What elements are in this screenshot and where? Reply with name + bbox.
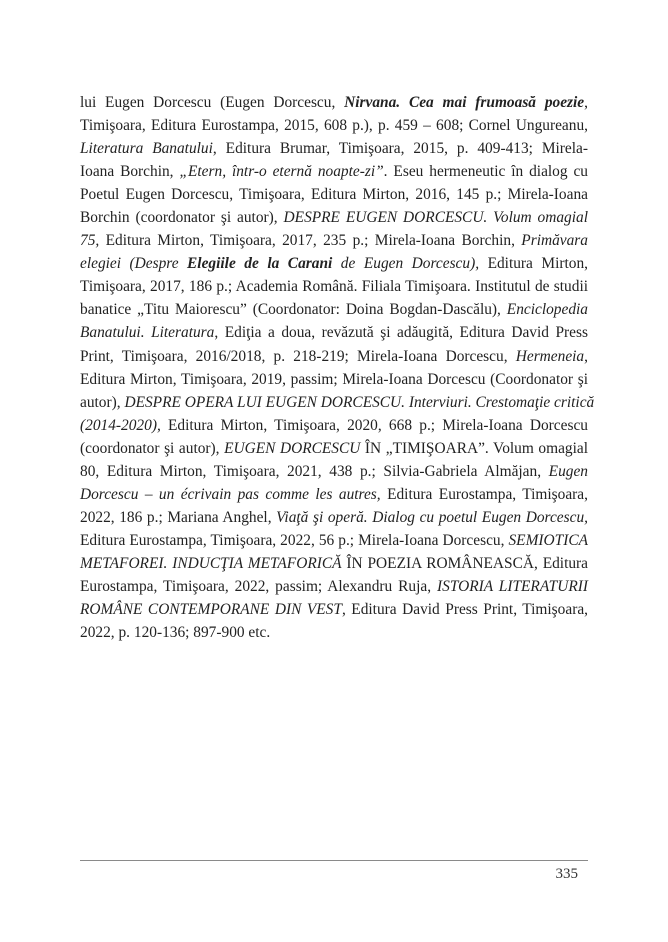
text-line xyxy=(80,598,588,621)
text-run: ROMÂNE CONTEMPORANE DIN VEST xyxy=(80,601,342,619)
text-run: banatice „Titu Maiorescu” (Coordonator: Doina Bogdan-Dascălu), xyxy=(80,301,507,319)
text-run: , xyxy=(584,94,588,111)
text-line xyxy=(80,552,588,575)
text-line xyxy=(80,137,588,160)
text-line xyxy=(80,529,588,552)
text-run: Viaţă şi operă. Dialog cu poetul Eugen Dorcescu, xyxy=(276,508,588,526)
text-run: Timişoara, 2017, 186 p.; Academia Română. Filiala Timişoara. Institutul de studii xyxy=(80,278,588,296)
text-line xyxy=(80,183,588,206)
text-run: METAFOREI. INDUCŢIA METAFORICĂ xyxy=(80,554,342,572)
text-run: (coordonator şi autor), xyxy=(80,439,225,457)
text-line xyxy=(80,160,588,183)
text-run: „Etern, într-o eternă noapte-zi” xyxy=(179,163,384,181)
text-line xyxy=(80,368,588,391)
text-run: Elegiile de la Carani xyxy=(187,255,333,273)
text-run: 2022, 186 p.; Mariana Anghel, xyxy=(80,508,277,526)
text-line xyxy=(80,506,588,529)
text-line xyxy=(80,414,588,437)
text-line xyxy=(80,298,588,321)
text-line xyxy=(80,621,588,644)
text-run: Ioana Borchin, xyxy=(80,163,180,181)
text-line xyxy=(80,483,588,506)
text-run: ISTORIA LITERATURII xyxy=(437,577,588,595)
text-run: elegiei (Despre xyxy=(80,255,188,273)
text-run: Dorcescu – un écrivain pas comme les autres, xyxy=(80,485,381,503)
text-run: . Eseu hermeneutic în dialog cu xyxy=(383,163,588,181)
text-run: Borchin (coordonator şi autor), xyxy=(80,209,284,227)
text-run: DESPRE EUGEN DORCESCU. Volum omagial xyxy=(283,209,589,227)
text-run: autor), xyxy=(80,393,125,411)
text-run: SEMIOTICA xyxy=(508,531,588,549)
text-run: EUGEN DORCESCU xyxy=(224,439,361,457)
text-run: Poetul Eugen Dorcescu, Timişoara, Editura Mirton, 2016, 145 p.; Mirela-Ioana xyxy=(80,186,588,204)
text-run: Hermeneia xyxy=(515,347,585,365)
text-run: Print, Timişoara, 2016/2018, p. 218-219; Mirela-Ioana Dorcescu, xyxy=(80,347,516,365)
text-run: Eurostampa, Timişoara, 2022, passim; Alexandru Ruja, xyxy=(80,577,437,595)
text-run: lui Eugen Dorcescu (Eugen Dorcescu, xyxy=(80,94,345,111)
text-run: , Editura David Press Print, Timişoara, xyxy=(341,601,588,619)
text-run: Editura Mirton, Timişoara, 2017, 235 p.; Mirela-Ioana Borchin, xyxy=(99,232,522,250)
text-line xyxy=(80,460,588,483)
text-run: Literatura Banatului xyxy=(80,140,213,158)
text-run: Editura Mirton, xyxy=(479,255,588,273)
text-run: 2022, p. 120-136; 897-900 etc. xyxy=(80,624,271,642)
text-run: DESPRE OPERA LUI EUGEN DORCESCU. Interviuri. Crestomaţie critică xyxy=(124,393,595,411)
body-paragraph xyxy=(80,91,595,644)
text-run: 75, xyxy=(80,232,100,250)
text-line xyxy=(80,252,588,275)
text-run: Banatului. Literatura xyxy=(80,324,215,342)
text-run: Nirvana. Cea mai frumoasă poezie xyxy=(344,94,585,111)
text-run: Editura Eurostampa, Timişoara, 2022, 56 p.; Mirela-Ioana Dorcescu, xyxy=(80,531,509,549)
text-run: , xyxy=(584,347,588,365)
text-line xyxy=(80,275,588,298)
text-run: ÎN POEZIA ROMÂNEASCĂ, Editura xyxy=(341,554,588,572)
text-line xyxy=(80,321,588,344)
text-run: Editura Eurostampa, Timişoara, xyxy=(380,485,588,503)
text-run: Eugen xyxy=(548,462,588,480)
text-run: (2014-2020), xyxy=(80,416,161,434)
text-run: , Editura Brumar, Timişoara, 2015, p. 409-413; Mirela- xyxy=(212,140,588,158)
text-run: Editura Mirton, Timişoara, 2020, 668 p.; Mirela-Ioana Dorcescu xyxy=(160,416,588,434)
text-line xyxy=(80,575,588,598)
text-line xyxy=(80,391,595,414)
text-run: Timişoara, Editura Eurostampa, 2015, 608 p.), p. 459 – 608; Cornel Ungureanu, xyxy=(80,117,588,135)
text-run: de Eugen Dorcescu), xyxy=(332,255,480,273)
page-number: 335 xyxy=(555,866,578,882)
text-line xyxy=(80,91,588,114)
text-line xyxy=(80,437,588,460)
text-run: Enciclopedia xyxy=(506,301,588,319)
footer-divider xyxy=(80,860,588,861)
text-line xyxy=(80,229,588,252)
text-run: Editura Mirton, Timişoara, 2019, passim; Mirela-Ioana Dorcescu (Coordonator şi xyxy=(80,370,588,388)
text-run: 80, Editura Mirton, Timişoara, 2021, 438 p.; Silvia-Gabriela Almăjan, xyxy=(80,462,549,480)
text-run: Primăvara xyxy=(521,232,588,250)
text-line xyxy=(80,114,588,137)
text-run: , Ediţia a doua, revăzută şi adăugită, Editura David Press xyxy=(214,324,588,342)
text-line xyxy=(80,206,588,229)
text-line xyxy=(80,345,588,368)
text-run: ÎN „TIMIŞOARA”. Volum omagial xyxy=(360,439,588,457)
